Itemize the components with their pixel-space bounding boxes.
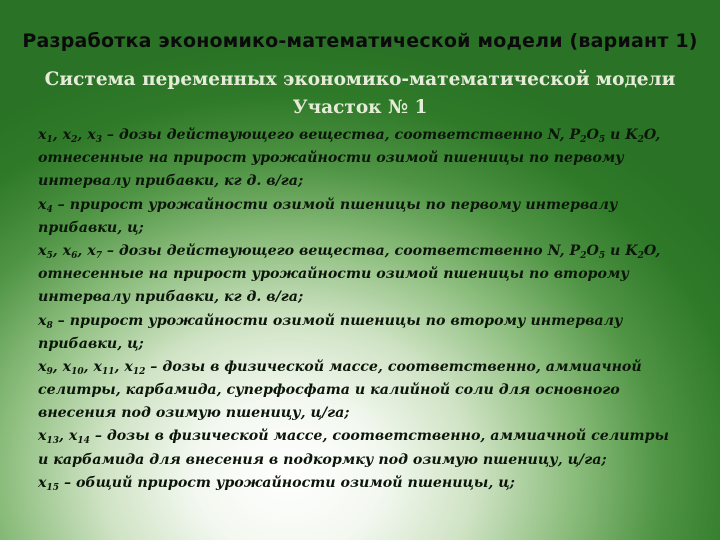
variable-line: отнесенные на прирост урожайности озимой пшеницы по первому (38, 150, 624, 167)
variable-line: интервалу прибавки, кг д. в/га; (38, 289, 304, 306)
variable-line: прибавки, ц; (38, 219, 144, 236)
variable-line: $x_8$ – прирост урожайности озимой пшеницы по второму интервалу (38, 312, 623, 331)
subtitle-line: Система переменных экономико-математической модели (44, 69, 676, 90)
variable-line: $x_{13}$, $x_{14}$ – дозы в физической массе, соответственно, аммиачной селитры (38, 428, 669, 447)
subtitle-line: Участок № 1 (292, 97, 428, 118)
variable-line: $x_9$, $x_{10}$, $x_{11}$, $x_{12}$ – дозы в физической массе, соответственно, аммиачной (38, 358, 642, 377)
variable-line: $x_4$ – прирост урожайности озимой пшеницы по первому интервалу (38, 196, 618, 215)
variable-line: прибавки, ц; (38, 335, 144, 352)
variable-line: $x_1$, $x_2$, $x_3$ – дозы действующего вещества, соответственно N, $P_2O_5$ и $K_2O$, (38, 127, 661, 145)
variable-line: отнесенные на прирост урожайности озимой пшеницы по второму (38, 266, 629, 283)
variable-line: внесения под озимую пшеницу, ц/га; (38, 405, 350, 422)
variable-line: селитры, карбамида, суперфосфата и калийной соли для основного (38, 382, 620, 399)
slide-subtitle (0, 66, 720, 122)
variable-line: $x_5$, $x_6$, $x_7$ – дозы действующего вещества, соответственно N, $P_2O_5$ и $K_2O$, (38, 242, 661, 261)
variables-list (38, 124, 703, 495)
variable-line: интервалу прибавки, кг д. в/га; (38, 173, 304, 190)
slide-title: Разработка экономико-математической модели (вариант 1) (22, 30, 698, 52)
variable-line: $x_{15}$ – общий прирост урожайности озимой пшеницы, ц; (38, 474, 515, 493)
variable-line: и карбамида для внесения в подкормку под озимую пшеницу, ц/га; (38, 451, 607, 468)
